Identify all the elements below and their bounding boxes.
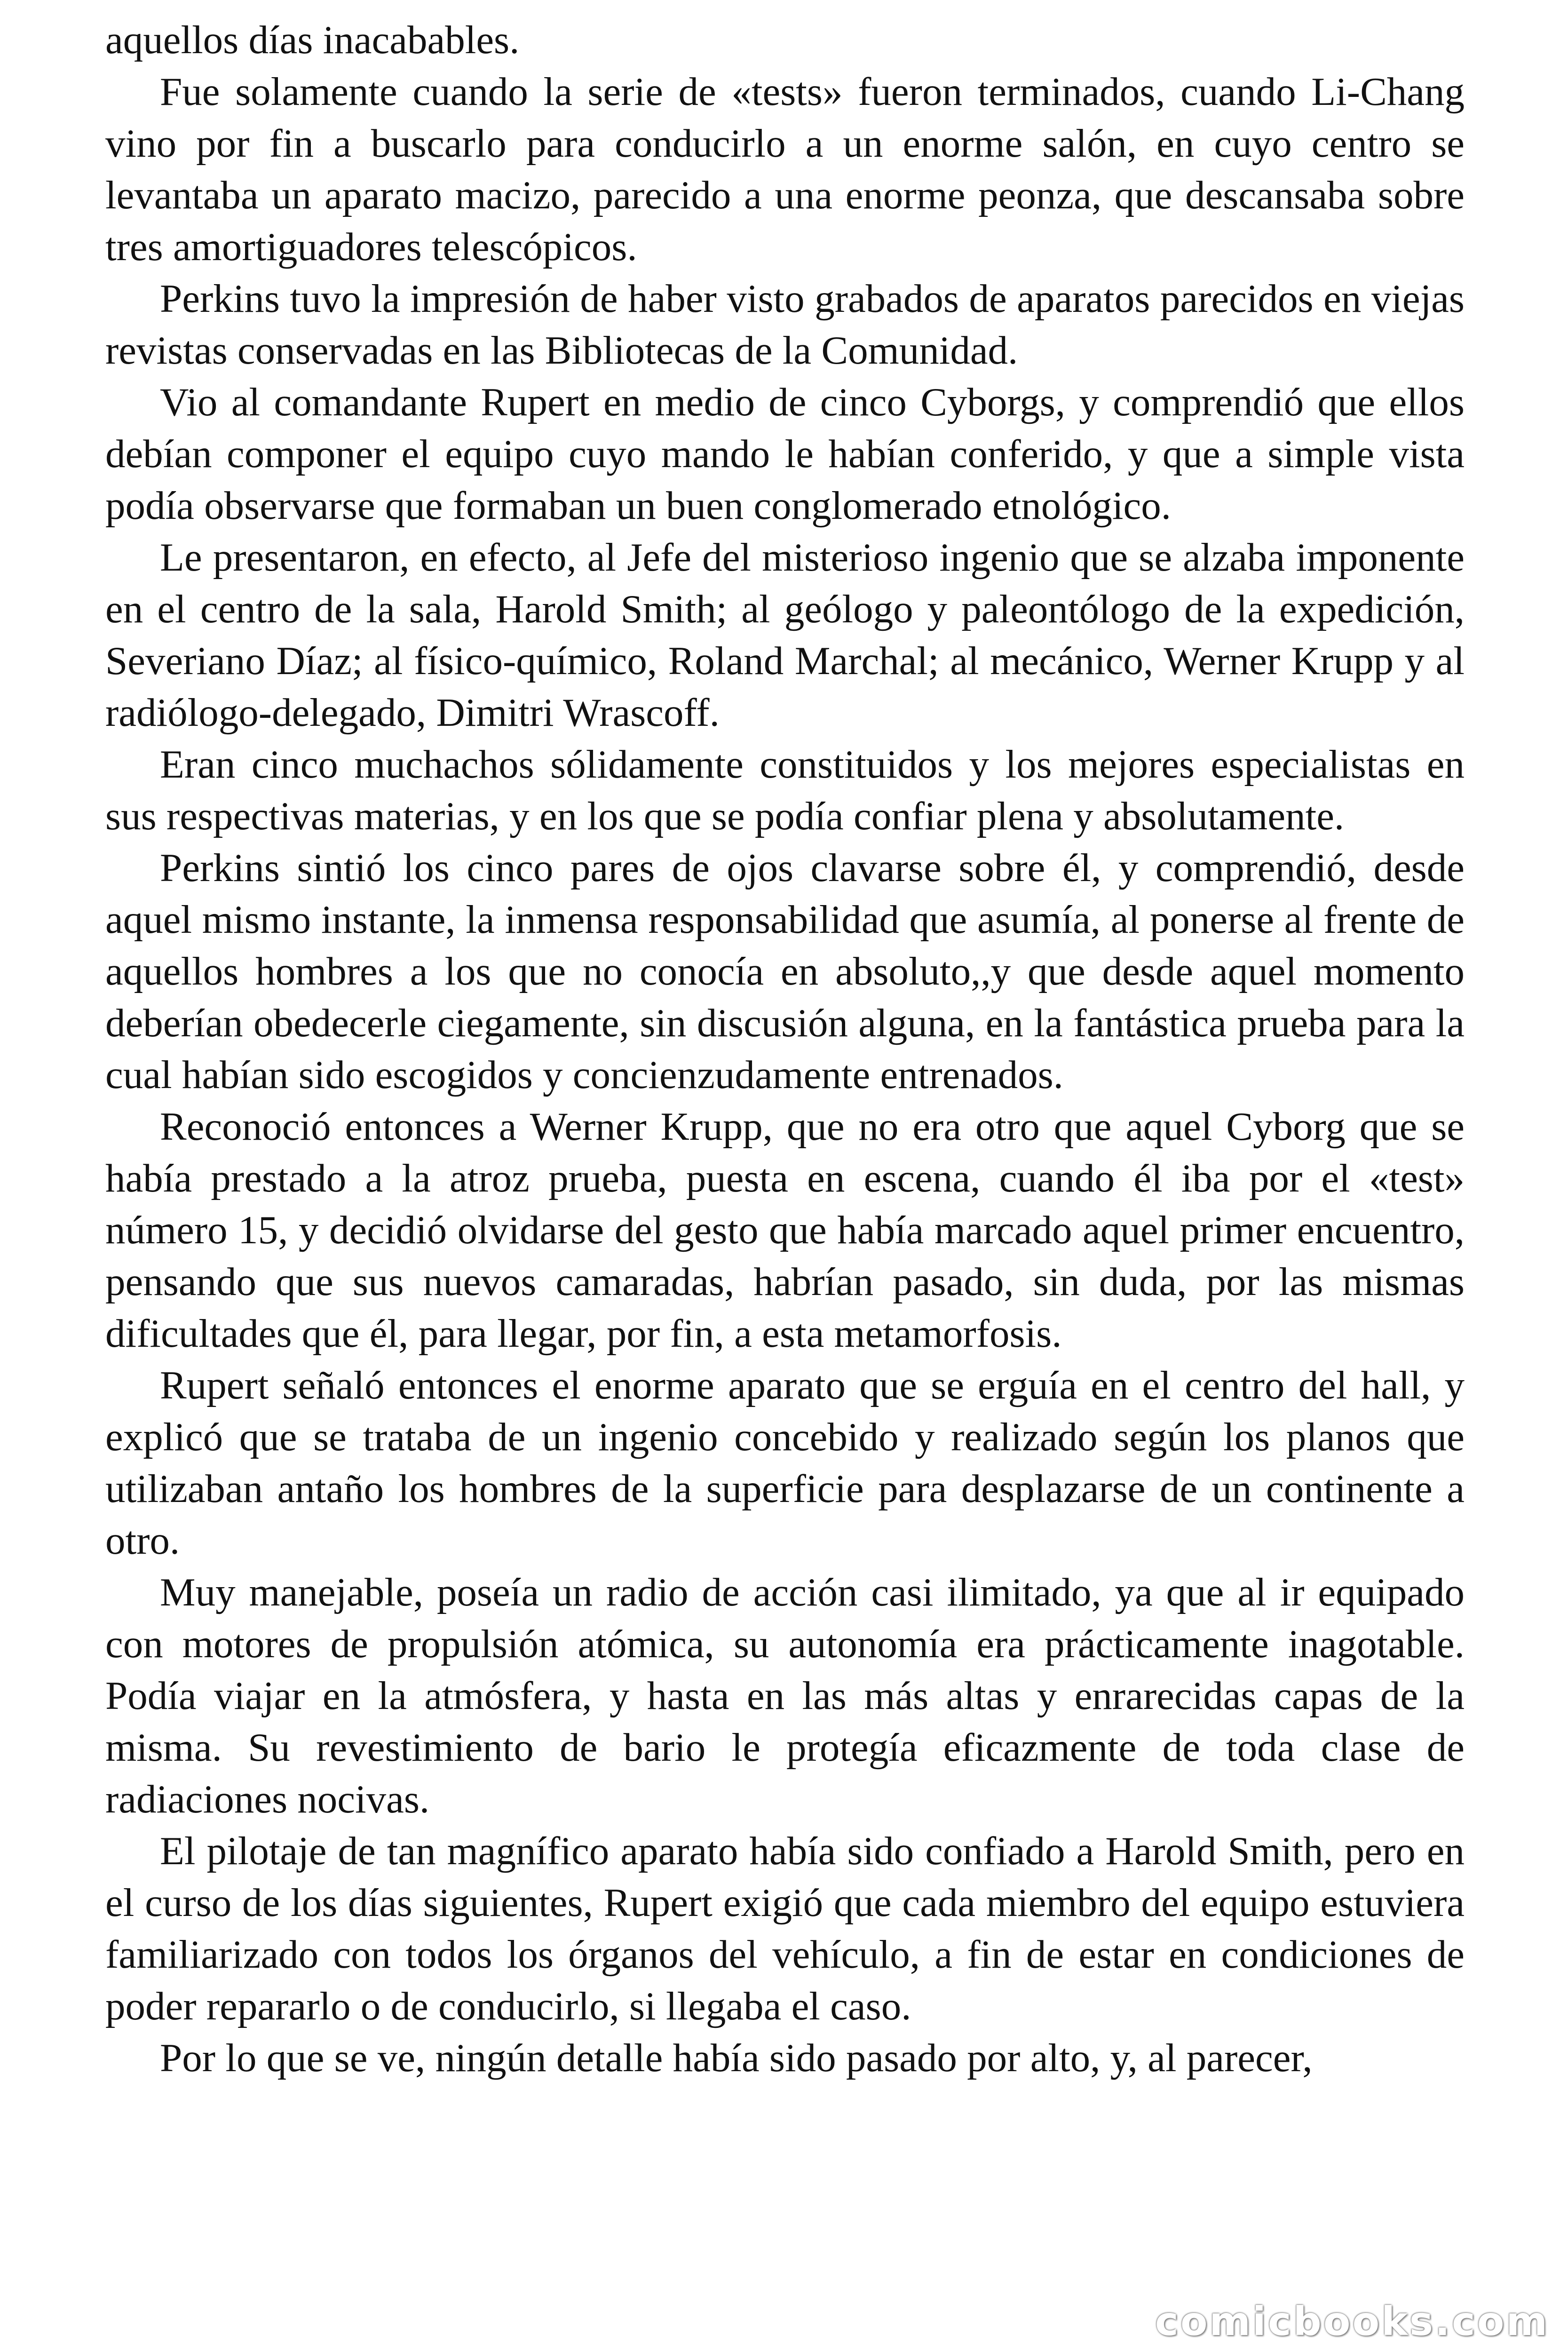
paragraph-6: Eran cinco muchachos sólidamente constituidos y los mejores especialistas en sus respectivas materias, y en los que se podía confiar plena y absolutamente. — [105, 742, 1465, 838]
paragraph-2: Fue solamente cuando la serie de «tests» fueron terminados, cuando Li-Chang vino por fin a buscarlo para conducirlo a un enorme salón, en cuyo centro se levantaba un aparato macizo, parecido a una enorme peonza, que descansaba sobre tres amortiguadores telescópicos. — [105, 70, 1465, 269]
paragraph-8: Reconoció entonces a Werner Krupp, que no era otro que aquel Cyborg que se había prestado a la atroz prueba, puesta en escena, cuando él iba por el «test» número 15, y decidió olvidarse del gesto que había marcado aquel primer encuentro, pensando que sus nuevos camaradas, habrían pasado, sin duda, por las mismas dificultades que él, para llegar, por fin, a esta metamorfosis. — [105, 1104, 1465, 1356]
paragraph-3: Perkins tuvo la impresión de haber visto grabados de aparatos parecidos en viejas revistas conservadas en las Bibliotecas de la Comunidad. — [105, 277, 1465, 373]
paragraph-7: Perkins sintió los cinco pares de ojos clavarse sobre él, y comprendió, desde aquel mismo instante, la inmensa responsabilidad que asumía, al ponerse al frente de aquellos hombres a los que no conocía en absoluto,,y que desde aquel momento deberían obedecerle ciegamente, sin discusión alguna, en la fantástica prueba para la cual habían sido escogidos y concienzudamente entrenados. — [105, 846, 1465, 1097]
paragraph-4: Vio al comandante Rupert en medio de cinco Cyborgs, y comprendió que ellos debían componer el equipo cuyo mando le habían conferido, y que a simple vista podía observarse que formaban un buen conglomerado etnológico. — [105, 380, 1465, 528]
paragraph-5: Le presentaron, en efecto, al Jefe del misterioso ingenio que se alzaba imponente en el centro de la sala, Harold Smith; al geólogo y paleontólogo de la expedición, Severiano Díaz; al físico-químico, Roland Marchal; al mecánico, Werner Krupp y al radiólogo-delegado, Dimitri Wrascoff. — [105, 535, 1465, 735]
paragraph-10: Muy manejable, poseía un radio de acción casi ilimitado, ya que al ir equipado con motores de propulsión atómica, su autonomía era prácticamente inagotable. Podía viajar en la atmósfera, y hasta en las más altas y enrarecidas capas de la misma. Su revestimiento de bario le protegía eficazmente de toda clase de radiaciones nocivas. — [105, 1570, 1465, 1821]
page-body — [105, 14, 1465, 2084]
paragraph-11: El pilotaje de tan magnífico aparato había sido confiado a Harold Smith, pero en el curso de los días siguientes, Rupert exigió que cada miembro del equipo estuviera familiarizado con todos los órganos del vehículo, a fin de estar en condiciones de poder repararlo o de conducirlo, si llegaba el caso. — [105, 1829, 1465, 2028]
watermark: comicbooks.com — [1155, 2298, 1549, 2344]
paragraph-1: aquellos días inacabables. — [105, 18, 520, 62]
paragraph-9: Rupert señaló entonces el enorme aparato que se erguía en el centro del hall, y explicó que se trataba de un ingenio concebido y realizado según los planos que utilizaban antaño los hombres de la superficie para desplazarse de un continente a otro. — [105, 1363, 1465, 1563]
paragraph-12: Por lo que se ve, ningún detalle había sido pasado por alto, y, al parecer, — [160, 2036, 1313, 2080]
